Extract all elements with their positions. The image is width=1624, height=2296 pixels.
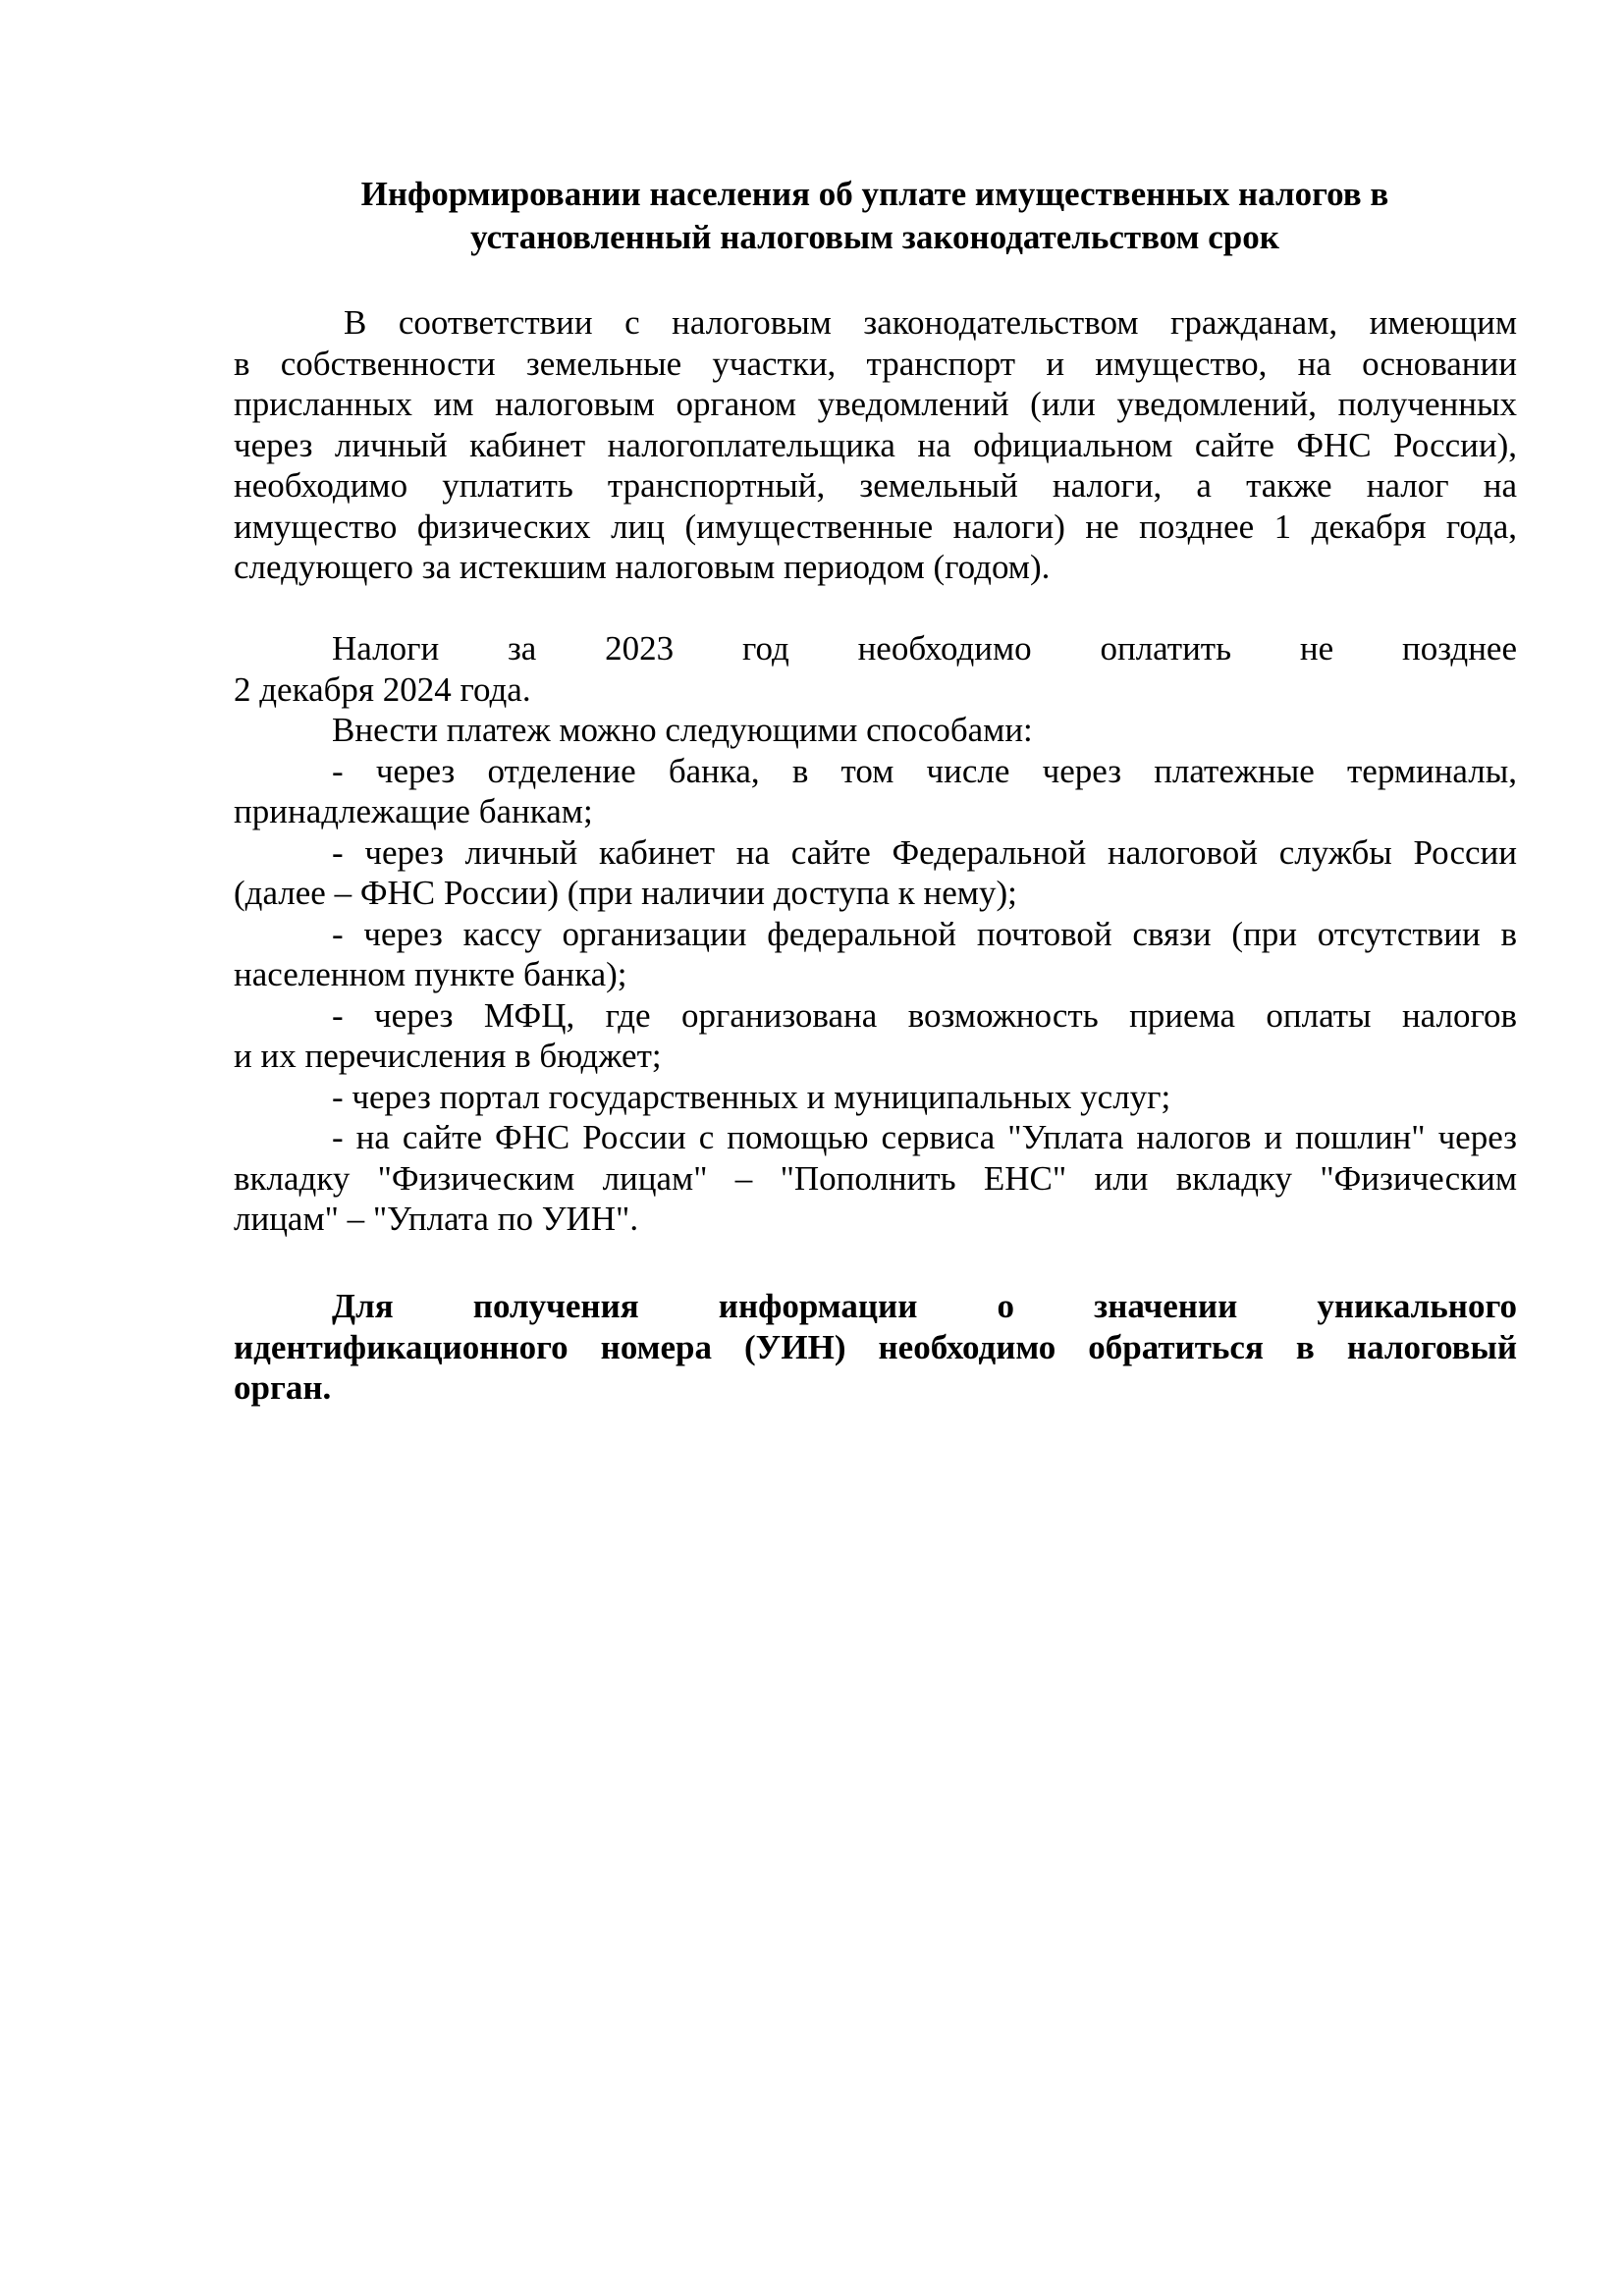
title-line-1: Информировании населения об уплате имущественных налогов в [360, 175, 1389, 213]
intro-paragraph [234, 302, 1517, 588]
method-item: - через МФЦ, где организована возможность приема оплаты налогов [332, 995, 1517, 1035]
intro-line: имущество физических лиц (имущественные налоги) не позднее 1 декабря года, [234, 507, 1517, 546]
method-item: - через кассу организации федеральной почтовой связи (при отсутствии в [332, 914, 1517, 953]
method-item-continuation: (далее – ФНС России) (при наличии доступа к нему); [234, 874, 1017, 912]
uin-note-line: орган. [234, 1368, 332, 1407]
method-item: - на сайте ФНС России с помощью сервиса "Уплата налогов и пошлин" через [332, 1118, 1517, 1156]
methods-list [234, 751, 1517, 1240]
intro-line: В соответствии с налоговым законодательством гражданам, имеющим [344, 303, 1517, 342]
deadline-line-1: Налоги за 2023 год необходимо оплатить не позднее [332, 629, 1517, 667]
title-line-2: установленный налоговым законодательством срок [470, 218, 1279, 256]
method-item-continuation: и их перечисления в бюджет; [234, 1037, 662, 1075]
document-title [232, 173, 1518, 259]
method-item-continuation: населенном пункте банка); [234, 955, 627, 993]
method-item: - через личный кабинет на сайте Федеральной налоговой службы России [332, 832, 1517, 872]
intro-line: следующего за истекшим налоговым периодом (годом). [234, 548, 1051, 586]
intro-line: необходимо уплатить транспортный, земельный налоги, а также налог на [234, 466, 1517, 505]
uin-note-line: Для получения информации о значении уникального [332, 1287, 1517, 1325]
intro-line: в собственности земельные участки, транспорт и имущество, на основании [234, 344, 1517, 383]
method-item-continuation: принадлежащие банкам; [234, 792, 593, 830]
method-item-continuation: лицам" – "Уплата по УИН". [234, 1200, 639, 1238]
intro-line: через личный кабинет налогоплательщика на официальном сайте ФНС России), [234, 425, 1517, 464]
intro-line: присланных им налоговым органом уведомлений (или уведомлений, полученных [234, 385, 1517, 423]
uin-note-line: идентификационного номера (УИН) необходимо обратиться в налоговый [234, 1327, 1517, 1366]
deadline-line-2: 2 декабря 2024 года. [234, 669, 531, 709]
methods-intro: Внести платеж можно следующими способами: [332, 711, 1033, 749]
method-item: - через отделение банка, в том числе через платежные терминалы, [332, 751, 1517, 790]
method-item-continuation: вкладку "Физическим лицам" – "Пополнить ЕНС" или вкладку "Физическим [234, 1158, 1517, 1198]
uin-note [234, 1286, 1517, 1409]
payment-section [234, 628, 1517, 1240]
method-item: - через портал государственных и муниципальных услуг; [332, 1077, 1171, 1116]
